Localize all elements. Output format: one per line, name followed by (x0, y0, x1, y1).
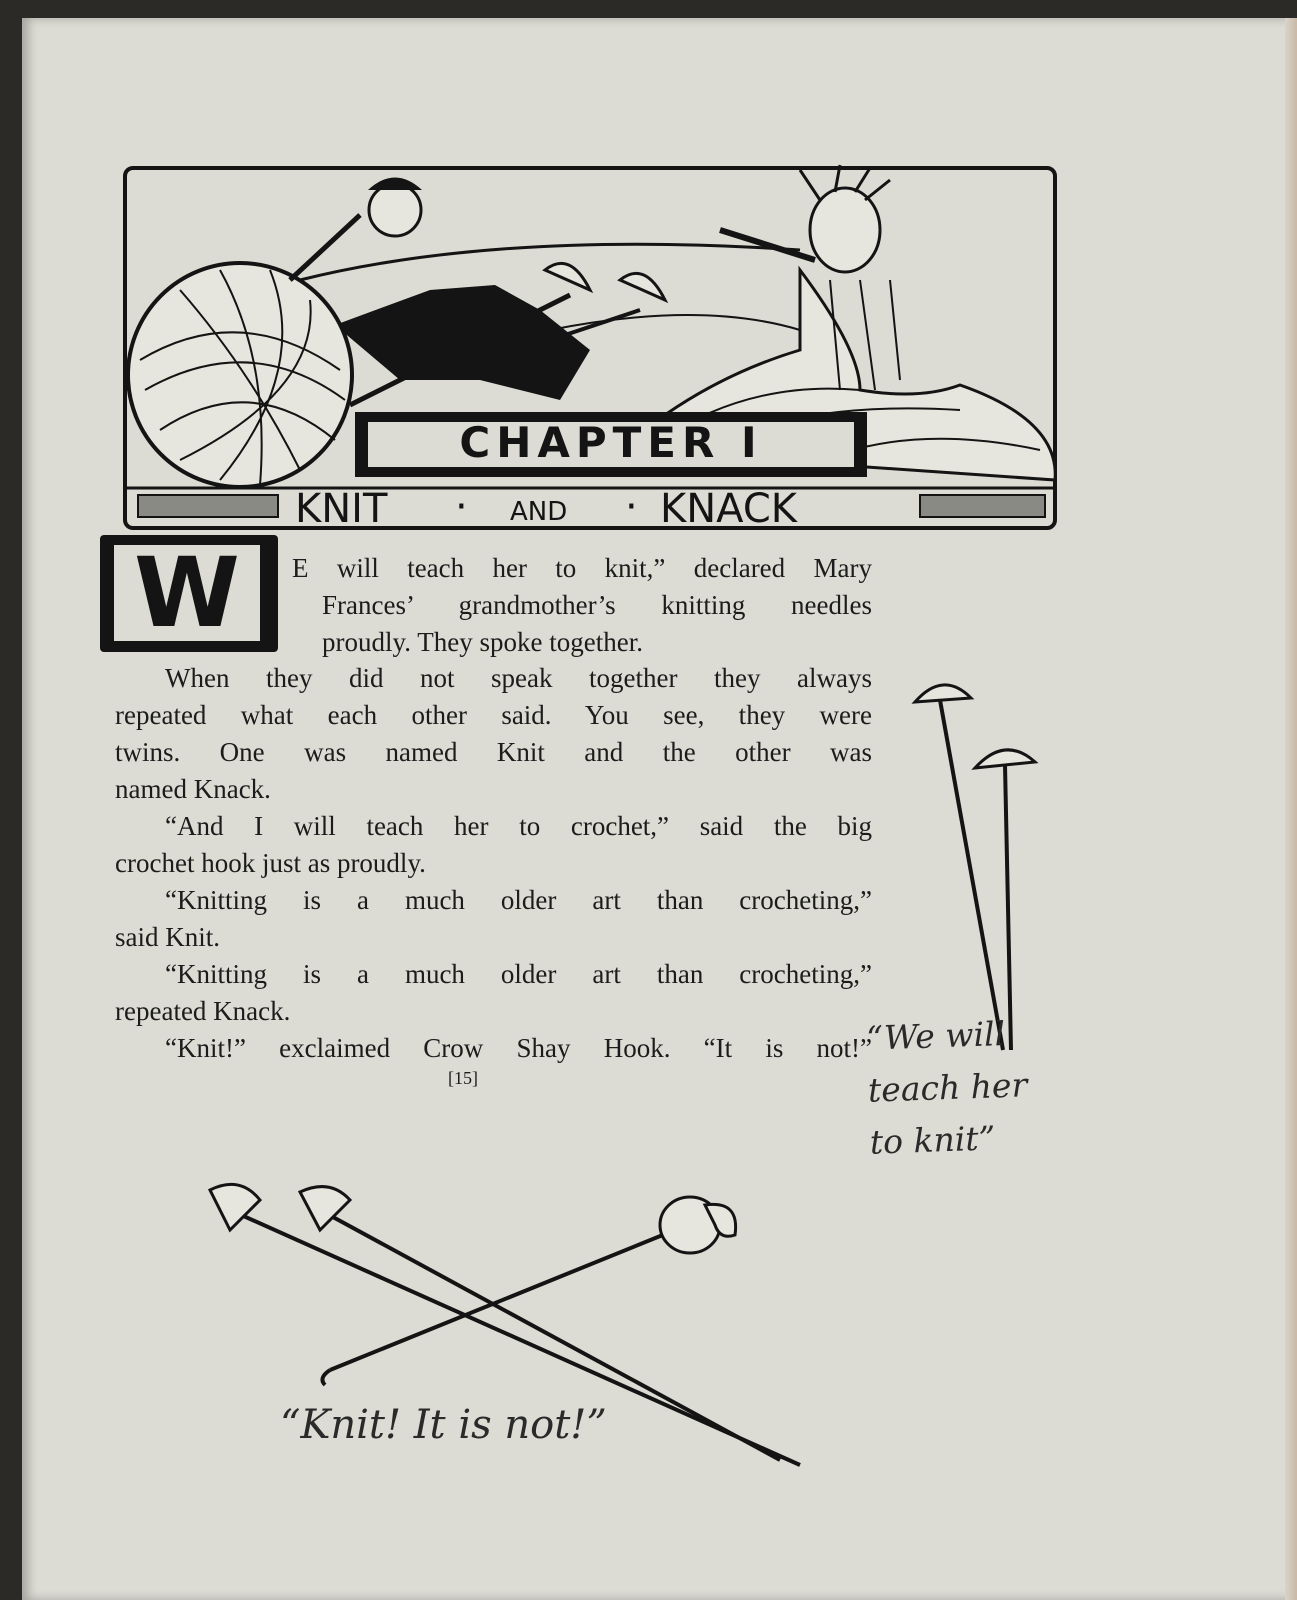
text-line: When they did not speak together they always (165, 663, 872, 693)
title-knack: KNACK (660, 486, 797, 532)
text-line: “Knitting is a much older art than crocheting,” (165, 959, 872, 989)
text-line: repeated Knack. (115, 996, 291, 1026)
side-caption (865, 1007, 1030, 1168)
title-separator-1: · (455, 484, 468, 530)
drop-cap (100, 535, 278, 652)
text-line: “And I will teach her to crochet,” said the big (165, 811, 872, 841)
bottom-caption: “Knit! It is not!” (280, 1402, 607, 1448)
chapter-heading: CHAPTER I (459, 418, 763, 467)
title-separator-2: · (625, 484, 638, 530)
body-text (115, 660, 872, 1067)
caption-line: to knit” (869, 1118, 997, 1162)
text-line: said Knit. (115, 922, 220, 952)
page-edge (1285, 18, 1297, 1600)
text-line: repeated what each other said. You see, they were (115, 700, 872, 730)
caption-line: teach her (867, 1065, 1028, 1110)
page-number: [15] (448, 1068, 478, 1088)
text-line: crochet hook just as proudly. (115, 848, 426, 878)
text-line: E will teach her to knit,” declared Mary (292, 553, 872, 583)
yarn-ball-drawing (128, 263, 352, 487)
text-line: Frances’ grandmother’s knitting needles (322, 590, 872, 620)
text-line: twins. One was named Knit and the other was (115, 737, 872, 767)
caption-line: “We will (865, 1013, 1006, 1058)
text-line: “Knit!” exclaimed Crow Shay Hook. “It is not!” (165, 1033, 872, 1063)
text-line: “Knitting is a much older art than crocheting,” (165, 885, 872, 915)
chapter-header-illustration (100, 150, 1085, 545)
text-line: proudly. They spoke together. (322, 627, 643, 657)
paragraph-1 (322, 587, 872, 661)
paragraph-1-first-line (292, 550, 872, 587)
title-and: AND (510, 497, 568, 527)
text-line: named Knack. (115, 774, 271, 804)
title-knit: KNIT (295, 486, 388, 532)
drop-cap-letter: W (114, 545, 260, 641)
